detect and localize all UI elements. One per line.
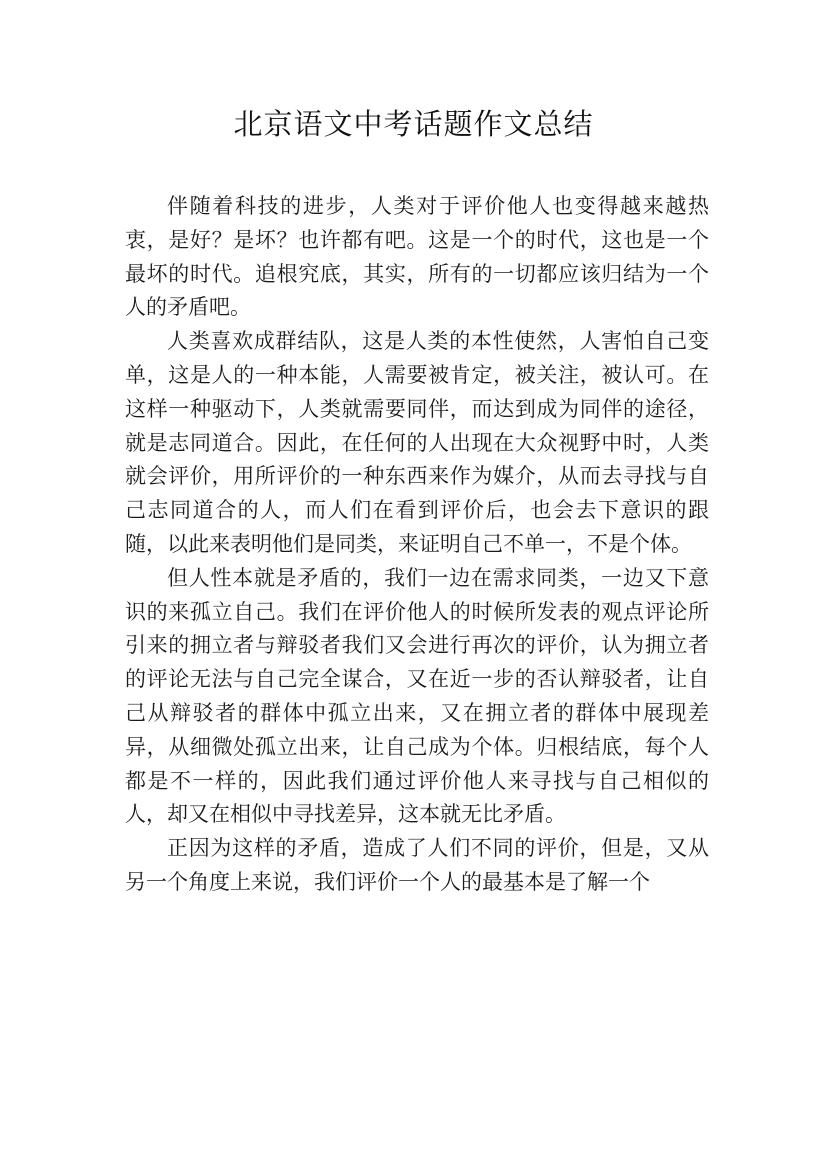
document-body xyxy=(125,190,709,900)
paragraph: 人类喜欢成群结队，这是人类的本性使然，人害怕自己变单，这是人的一种本能，人需要被肯定，被关注，被认可。在这样一种驱动下，人类就需要同伴，而达到成为同伴的途径，就是志同道合。因此，在任何的人出现在大众视野中时，人类就会评价，用所评价的一种东西来作为媒介，从而去寻找与自己志同道合的人，而人们在看到评价后，也会去下意识的跟随，以此来表明他们是同类，来证明自己不单一，不是个体。 xyxy=(125,329,709,556)
paragraph: 正因为这样的矛盾，造成了人们不同的评价，但是，又从另一个角度上来说，我们评价一个人的最基本是了解一个 xyxy=(125,836,709,894)
document-title: 北京语文中考话题作文总结 xyxy=(233,107,594,141)
paragraph: 但人性本就是矛盾的，我们一边在需求同类，一边又下意识的来孤立自己。我们在评价他人的时候所发表的观点评论所引来的拥立者与辩驳者我们又会进行再次的评价，认为拥立者的评论无法与自己完全谋合，又在近一步的否认辩驳者，让自己从辩驳者的群体中孤立出来，又在拥立者的群体中展现差异，从细微处孤立出来，让自己成为个体。归根结底，每个人都是不一样的，因此我们通过评价他人来寻找与自己相似的人，却又在相似中寻找差异，这本就无比矛盾。 xyxy=(125,565,709,827)
paragraph: 伴随着科技的进步，人类对于评价他人也变得越来越热衷，是好？是坏？也许都有吧。这是一个的时代，这也是一个最坏的时代。追根究底，其实，所有的一切都应该归结为一个人的矛盾吧。 xyxy=(125,194,709,320)
